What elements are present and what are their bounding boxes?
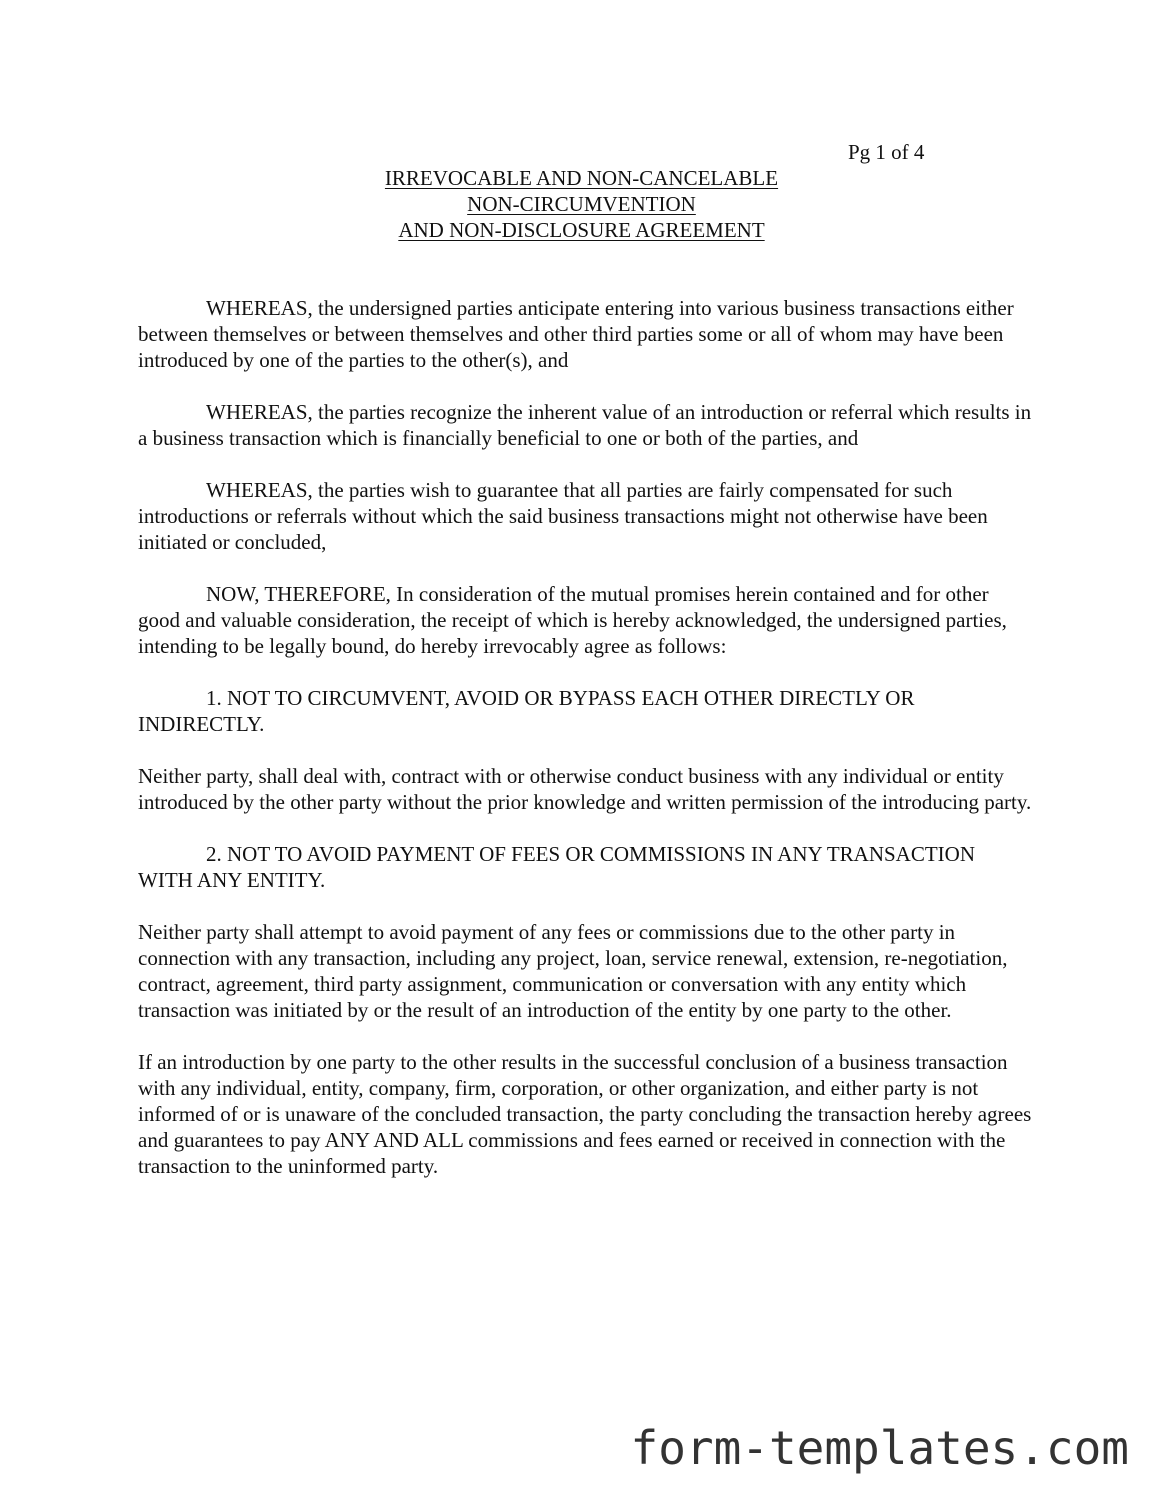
document-title [0, 165, 1163, 243]
title-line-2: NON-CIRCUMVENTION [467, 192, 696, 216]
whereas-paragraph-2: WHEREAS, the parties recognize the inherent value of an introduction or referral which results in a business transaction which is financially beneficial to one or both of the parties, and [138, 400, 1032, 450]
whereas-paragraph-3: WHEREAS, the parties wish to guarantee that all parties are fairly compensated for such introductions or referrals without which the said business transactions might not otherwise have been initiated or concluded, [138, 478, 988, 554]
section-2-body-2: If an introduction by one party to the other results in the successful conclusion of a business transaction with any individual, entity, company, firm, corporation, or other organization, and either party is not informed of or is unaware of the concluded transaction, the party concluding the transaction hereby agrees and guarantees to pay ANY AND ALL commissions and fees earned or received in connection with the transaction to the uninformed party. [138, 1050, 1032, 1178]
section-2-heading: 2. NOT TO AVOID PAYMENT OF FEES OR COMMISSIONS IN ANY TRANSACTION WITH ANY ENTITY. [138, 842, 975, 892]
section-2-body-1: Neither party shall attempt to avoid payment of any fees or commissions due to the other party in connection with any transaction, including any project, loan, service renewal, extension, re-negotiation, contract, agreement, third party assignment, communication or conversation with any entity which transaction was initiated by or the result of an introduction of the entity by one party to the other. [138, 920, 1008, 1022]
section-1-body: Neither party, shall deal with, contract with or otherwise conduct business with any individual or entity introduced by the other party without the prior knowledge and written permission of the introducing party. [138, 764, 1032, 814]
section-1-heading: 1. NOT TO CIRCUMVENT, AVOID OR BYPASS EACH OTHER DIRECTLY OR INDIRECTLY. [138, 686, 915, 736]
title-line-3: AND NON-DISCLOSURE AGREEMENT [398, 218, 765, 242]
document-body [138, 295, 1033, 1205]
site-watermark: form-templates.com [630, 1421, 1129, 1475]
now-therefore-paragraph: NOW, THEREFORE, In consideration of the mutual promises herein contained and for other good and valuable consideration, the receipt of which is hereby acknowledged, the undersigned parties, intending to be legally bound, do hereby irrevocably agree as follows: [138, 582, 1007, 658]
page-number: Pg 1 of 4 [848, 140, 925, 164]
whereas-paragraph-1: WHEREAS, the undersigned parties anticipate entering into various business transactions either between themselves or between themselves and other third parties some or all of whom may have been introduced by one of the parties to the other(s), and [138, 296, 1014, 372]
title-line-1: IRREVOCABLE AND NON-CANCELABLE [384, 166, 779, 190]
